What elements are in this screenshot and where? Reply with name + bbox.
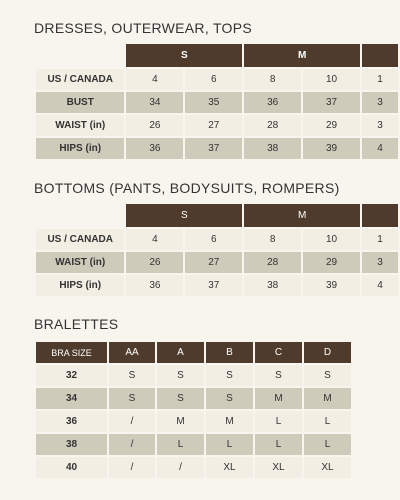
- table-cell: 3: [361, 251, 399, 274]
- size-header-s: S: [125, 43, 243, 68]
- table-cell: M: [254, 387, 303, 410]
- table-cell: 4: [361, 137, 399, 160]
- table-cell: /: [156, 456, 205, 479]
- table-cell: 1: [361, 68, 399, 91]
- table-cell: 37: [302, 91, 361, 114]
- table-cell: S: [205, 387, 254, 410]
- table-cell: M: [303, 387, 352, 410]
- header-blank: [35, 43, 125, 68]
- row-label: 32: [35, 364, 108, 387]
- header-cup-b: B: [205, 341, 254, 364]
- table-cell: L: [205, 433, 254, 456]
- table-row: [35, 228, 399, 251]
- size-table-bottoms: [34, 202, 400, 298]
- row-label: 38: [35, 433, 108, 456]
- table-row: [35, 387, 352, 410]
- table-cell: 28: [243, 251, 302, 274]
- table-cell: XL: [303, 456, 352, 479]
- table-row: [35, 274, 399, 297]
- table-cell: 10: [302, 68, 361, 91]
- row-label: US / CANADA: [35, 68, 125, 91]
- table-cell: 4: [125, 68, 184, 91]
- table-cell: L: [254, 410, 303, 433]
- table-cell: S: [108, 387, 156, 410]
- table-cell: 38: [243, 274, 302, 297]
- table-cell: 3: [361, 114, 399, 137]
- table-cell: 34: [125, 91, 184, 114]
- row-label: BUST: [35, 91, 125, 114]
- table-row: [35, 114, 399, 137]
- section-title-bralettes: BRALETTES: [34, 316, 119, 332]
- table-row: [35, 433, 352, 456]
- table-cell: 36: [125, 137, 184, 160]
- table-cell: 37: [184, 274, 243, 297]
- table-cell: 8: [243, 228, 302, 251]
- table-cell: 4: [361, 274, 399, 297]
- size-header-l: [361, 43, 399, 68]
- table-cell: 37: [184, 137, 243, 160]
- table-cell: 26: [125, 114, 184, 137]
- table-cell: 36: [125, 274, 184, 297]
- table-row: [35, 68, 399, 91]
- table-cell: S: [156, 387, 205, 410]
- table-cell: 27: [184, 114, 243, 137]
- row-label: 40: [35, 456, 108, 479]
- table-row: [35, 137, 399, 160]
- size-header-l: [361, 203, 399, 228]
- size-table-bralettes: [34, 340, 353, 480]
- table-cell: 39: [302, 137, 361, 160]
- table-cell: S: [156, 364, 205, 387]
- row-label: 34: [35, 387, 108, 410]
- header-cup-c: C: [254, 341, 303, 364]
- table-cell: 6: [184, 228, 243, 251]
- table-cell: 35: [184, 91, 243, 114]
- table-cell: 36: [243, 91, 302, 114]
- table-cell: 6: [184, 68, 243, 91]
- table-cell: 10: [302, 228, 361, 251]
- row-label: WAIST (in): [35, 114, 125, 137]
- table-row: [35, 456, 352, 479]
- table-cell: 27: [184, 251, 243, 274]
- table-cell: M: [205, 410, 254, 433]
- size-header-s: S: [125, 203, 243, 228]
- table-cell: 4: [125, 228, 184, 251]
- header-cup-d: D: [303, 341, 352, 364]
- table-cell: 1: [361, 228, 399, 251]
- row-label: HIPS (in): [35, 137, 125, 160]
- table-row: [35, 91, 399, 114]
- table-cell: S: [254, 364, 303, 387]
- table-cell: 38: [243, 137, 302, 160]
- row-label: WAIST (in): [35, 251, 125, 274]
- table-cell: 3: [361, 91, 399, 114]
- table-cell: 28: [243, 114, 302, 137]
- header-cup-a: A: [156, 341, 205, 364]
- table-cell: L: [303, 433, 352, 456]
- table-cell: XL: [254, 456, 303, 479]
- size-header-m: M: [243, 43, 361, 68]
- table-cell: M: [156, 410, 205, 433]
- table-cell: 29: [302, 114, 361, 137]
- row-label: US / CANADA: [35, 228, 125, 251]
- table-cell: 8: [243, 68, 302, 91]
- row-label: HIPS (in): [35, 274, 125, 297]
- table-cell: 29: [302, 251, 361, 274]
- row-label: 36: [35, 410, 108, 433]
- table-row: [35, 364, 352, 387]
- table-cell: S: [108, 364, 156, 387]
- section-title-tops: DRESSES, OUTERWEAR, TOPS: [34, 20, 253, 36]
- table-cell: S: [205, 364, 254, 387]
- table-cell: L: [254, 433, 303, 456]
- table-cell: /: [108, 433, 156, 456]
- table-cell: S: [303, 364, 352, 387]
- table-cell: L: [303, 410, 352, 433]
- header-blank: [35, 203, 125, 228]
- table-cell: XL: [205, 456, 254, 479]
- table-row: [35, 410, 352, 433]
- header-bra-size: BRA SIZE: [35, 341, 108, 364]
- table-cell: 39: [302, 274, 361, 297]
- section-title-bottoms: BOTTOMS (PANTS, BODYSUITS, ROMPERS): [34, 180, 340, 196]
- table-cell: /: [108, 456, 156, 479]
- size-table-tops: [34, 42, 400, 161]
- table-cell: 26: [125, 251, 184, 274]
- table-cell: /: [108, 410, 156, 433]
- table-row: [35, 251, 399, 274]
- size-header-m: M: [243, 203, 361, 228]
- table-cell: L: [156, 433, 205, 456]
- header-cup-aa: AA: [108, 341, 156, 364]
